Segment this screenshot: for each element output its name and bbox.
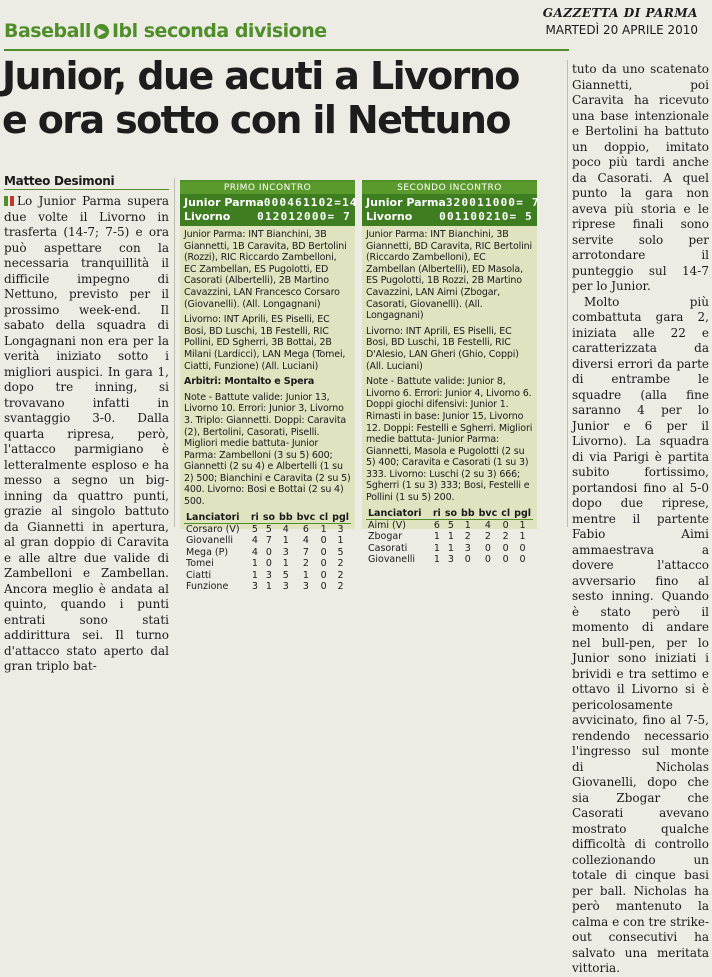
pitcher-name: Casorati: [368, 542, 408, 554]
table-cell: 3: [282, 581, 289, 593]
article-text: Lo Junior Parma supera due volte il Livorno in trasferta (14-7; 7-5) e ora può aspettare con la necessaria tranquillità il difficile impegno di Nettuno, previsto per il prossimo week-end. Il sabato della squadra di Longagnani non era per la verità iniziato sotto i migliori auspici. In gara 1, dopo tre inning, si trovavano infatti in svantaggio 3-0. Dalla quarta ripresa, però, l'attacco parmigiano è letteralmente esploso e ha messo a segno un big-inning da quattro punti, grazie al singolo battuto da Giannetti in apertura, al gran doppio di Caravita e alle altre due valide di Zambelloni e Zambellan. Ancora meglio è andata al quinto, quando i punti entrati sono stati addirittura sei. Il turno d'attacco stato aperto dal gran triplo bat-: [4, 194, 169, 673]
team-name: Junior Parma: [366, 196, 446, 209]
subsection-label: Ibl seconda divisione: [111, 20, 327, 42]
table-row: [184, 535, 351, 546]
team-name: Junior Parma: [184, 196, 264, 209]
section-label: Baseball: [4, 20, 91, 42]
table-cell: 0: [519, 542, 526, 554]
lead-marker: [10, 196, 14, 206]
scoreboard-row: [366, 196, 540, 210]
headline-line-2: e ora sotto con il Nettuno: [2, 98, 510, 142]
game2-box: [362, 180, 540, 566]
pitcher-name: Funzione: [186, 581, 229, 593]
game-notes: Note - Battute valide: Junior 13, Livorno 10. Errori: Junior 3, Livorno 3. Triplo: Giannetti. Doppi: Caravita (2), Bertolini, Casorati, Piselli. Migliori medie battuta- Junior Parma: Zambelloni (3 su 5) 600; Giannetti (2 su 4) e Albertelli (1 su 2) 500; Bianchini e Caravita (2 su 5) 400. Livorno: Bosi e Bottai (2 su 4) 500.: [184, 391, 351, 508]
game1-scoreboard: [180, 194, 358, 226]
article-column-1: [4, 194, 169, 673]
table-cell: 3: [447, 554, 454, 566]
table-cell: 1: [464, 520, 471, 532]
masthead: [543, 6, 698, 37]
table-row: [184, 581, 351, 592]
table-cell: 0: [484, 554, 491, 566]
table-cell: 1: [320, 524, 327, 536]
table-cell: 4: [484, 520, 491, 532]
table-row: [184, 570, 351, 581]
table-cell: 2: [302, 558, 309, 570]
scoreboard-row: [184, 210, 351, 224]
game1-box: [180, 180, 358, 593]
game2-pitching-table: [366, 508, 533, 566]
pitcher-name: Giovanelli: [186, 535, 234, 547]
linescore: 001100210= 5: [439, 210, 533, 223]
game2-scoreboard: [362, 194, 540, 226]
table-cell: 5: [447, 520, 454, 532]
headline-line-1: Junior, due acuti a Livorno: [2, 54, 519, 98]
game1-details: [180, 226, 355, 508]
column-header: ri: [250, 511, 259, 523]
table-cell: 3: [265, 569, 272, 581]
column-header: bb: [279, 511, 293, 523]
table-cell: 0: [320, 558, 327, 570]
table-cell: 1: [251, 569, 258, 581]
table-cell: 5: [337, 546, 344, 558]
byline-rule: [4, 189, 169, 190]
lineup-home: Junior Parma: INT Bianchini, 3B Giannetti, 1B Caravita, BD Bertolini (Rozzi), RIC Riccardo Zambelloni, EC Zambellan, ES Pugolotti, ED Casorati (Albertelli), 2B Martino Cavazzini, LAN Francesco Corsaro (Giovanelli). (All. Longagnani): [184, 229, 347, 310]
linescore: 012012000= 7: [257, 210, 351, 223]
table-cell: 0: [265, 558, 272, 570]
table-cell: 0: [502, 554, 509, 566]
team-name: Livorno: [366, 210, 413, 223]
table-cell: 1: [519, 531, 526, 543]
table-cell: 0: [265, 546, 272, 558]
table-cell: 0: [484, 542, 491, 554]
table-cell: 3: [464, 542, 471, 554]
column-header: bvc: [478, 507, 498, 519]
table-cell: 4: [282, 524, 289, 536]
column-divider: [567, 60, 568, 527]
table-cell: 5: [265, 524, 272, 536]
scoreboard-row: [366, 210, 533, 224]
table-header-row: [184, 512, 351, 524]
table-row: [366, 543, 533, 554]
column-header: pgl: [332, 511, 349, 523]
table-cell: 0: [320, 546, 327, 558]
table-cell: 6: [302, 524, 309, 536]
column-header: bb: [461, 507, 475, 519]
table-cell: 1: [433, 554, 440, 566]
newspaper-name: GAZZETTA DI PARMA: [542, 6, 698, 20]
table-cell: 5: [251, 524, 258, 536]
table-cell: 2: [484, 531, 491, 543]
table-cell: 4: [251, 546, 258, 558]
table-cell: 0: [320, 569, 327, 581]
table-row: [366, 554, 533, 565]
byline: Matteo Desimoni: [4, 174, 115, 188]
table-cell: 2: [464, 531, 471, 543]
game1-title: PRIMO INCONTRO: [180, 182, 355, 194]
table-cell: 0: [502, 520, 509, 532]
linescore: 320011000= 7: [445, 196, 540, 209]
table-cell: 0: [320, 535, 327, 547]
table-cell: 4: [251, 535, 258, 547]
table-cell: 6: [433, 520, 440, 532]
table-cell: 3: [251, 581, 258, 593]
scoreboard-row: [184, 196, 358, 210]
table-cell: 1: [433, 542, 440, 554]
column-header: Lanciatori: [186, 511, 240, 523]
pitcher-name: Tomei: [186, 558, 214, 570]
column-header: so: [444, 507, 458, 519]
umpires: Arbitri: Montalto e Spera: [184, 376, 315, 388]
column-header: Lanciatori: [368, 507, 422, 519]
pitcher-name: Zbogar: [368, 531, 403, 543]
lead-marker: [4, 196, 8, 206]
table-cell: 2: [502, 531, 509, 543]
table-cell: 5: [282, 569, 289, 581]
game2-details: [362, 226, 537, 504]
table-cell: 0: [320, 581, 327, 593]
table-cell: 7: [302, 546, 309, 558]
table-cell: 0: [502, 542, 509, 554]
table-cell: 1: [519, 520, 526, 532]
column-header: ri: [432, 507, 441, 519]
table-cell: 3: [337, 524, 344, 536]
table-cell: 2: [337, 569, 344, 581]
table-row: [184, 524, 351, 536]
table-cell: 4: [302, 535, 309, 547]
chevron-right-icon: ▶: [94, 24, 109, 39]
table-cell: 1: [282, 558, 289, 570]
game2-title: SECONDO INCONTRO: [362, 182, 537, 194]
table-cell: 2: [337, 581, 344, 593]
table-row: [366, 520, 533, 532]
table-cell: 1: [302, 569, 309, 581]
linescore: 000461102=14: [263, 196, 358, 209]
table-cell: 1: [282, 535, 289, 547]
column-header: cl: [319, 511, 329, 523]
header-rule: [4, 49, 569, 51]
article-column-4: [572, 62, 709, 975]
pitcher-name: Aimi (V): [368, 520, 406, 532]
column-header: so: [262, 511, 276, 523]
table-cell: 2: [337, 558, 344, 570]
pitcher-name: Corsaro (V): [186, 524, 240, 536]
table-cell: 7: [265, 535, 272, 547]
table-cell: 0: [519, 554, 526, 566]
column-header: pgl: [514, 507, 531, 519]
lineup-away: Livorno: INT Aprili, ES Piselli, EC Bosi, BD Luschi, 1B Festelli, RIC Pollini, ED Sgherri, 3B Bottai, 2B Milani (Lardicci), LAN Mega (Tomei, Ciatti, Funzione) (All. Luciani): [184, 314, 346, 372]
lineup-away: Livorno: INT Aprili, ES Piselli, EC Bosi, BD Luschi, 1B Festelli, RIC D'Alesio, LAN Gheri (Ghio, Coppi) (All. Luciani): [366, 325, 519, 372]
table-cell: 3: [302, 581, 309, 593]
article-text: Molto più combattuta gara 2, iniziata alle 22 e caratterizzata da diversi errori da parte di entrambe le squadre (alla fine saranno 4 per lo Junior e 6 per il Livorno). La squadra di via Parigi è partita subito fortissimo, portandosi fino al 5-0 dopo due riprese, mentre il partente Fabio Aimi ammaestrava a dovere l'attacco avversario fino al sesto inning. Quando è stato però il momento di andare nel bull-pen, per lo Junior sono iniziati i brividi e tra settimo e ottavo il Livorno si è pericolosamente avvicinato, fino al 7-5, rendendo necessario l'ingresso sul monte di Nicholas Giovanelli, dopo che sia Zbogar che Casorati avevano mostrato qualche difficoltà di controllo collezionando un totale di cinque basi per ball. Nicholas ha però mantenuto la calma e con tre strike-out consecutivi ha salvato una meritata vittoria.: [572, 294, 709, 975]
table-cell: 1: [433, 531, 440, 543]
lineup-home: Junior Parma: INT Bianchini, 3B Giannetti, BD Caravita, RIC Bertolini (Riccardo Zambelloni), EC Zambellan (Albertelli), ED Masola, ES Pugolotti, 1B Rozzi, 2B Martino Cavazzini, LAN Aimi (Zbogar, Casorati, Giovanelli). (All. Longagnani): [366, 229, 532, 322]
table-cell: 1: [337, 535, 344, 547]
section-heading: [4, 20, 327, 42]
team-name: Livorno: [184, 210, 231, 223]
table-header-row: [366, 508, 533, 520]
game1-pitching-table: [184, 512, 351, 593]
pitcher-name: Giovanelli: [368, 554, 416, 566]
table-cell: 1: [447, 542, 454, 554]
table-cell: 1: [251, 558, 258, 570]
game-notes: Note - Battute valide: Junior 8, Livorno 6. Errori: Junior 4, Livorno 6. Doppi giochi difensivi: Junior 1. Rimasti in base: Junior 15, Livorno 12. Doppi: Festelli e Sgherri. Migliori medie battuta- Junior Parma: Giannetti, Masola e Pugolotti (2 su 5) 400; Caravita e Casorati (1 su 3) 333. Livorno: Luschi (2 su 3) 666; Sgherri (1 su 3) 333; Bosi, Festelli e Pollini (1 su 5) 200.: [366, 376, 533, 504]
table-row: [184, 558, 351, 569]
table-cell: 1: [265, 581, 272, 593]
article-text: tuto da uno scatenato Giannetti, poi Caravita ha ricevuto una base intenzionale e Bertolini ha battuto un doppio, imitato poco più tardi anche da Casorati. A quel punto la gara non aveva più storia e le riprese finali sono servite solo per arrotondare il punteggio sul 14-7 per lo Junior.: [572, 62, 709, 293]
headline: [2, 54, 567, 142]
table-row: [184, 547, 351, 558]
table-row: [366, 531, 533, 542]
table-cell: 3: [282, 546, 289, 558]
pitcher-name: Mega (P): [186, 546, 229, 558]
issue-date: MARTEDÌ 20 APRILE 2010: [545, 23, 698, 37]
pitcher-name: Ciatti: [186, 569, 212, 581]
column-header: cl: [501, 507, 511, 519]
table-cell: 0: [464, 554, 471, 566]
table-cell: 1: [447, 531, 454, 543]
column-divider: [174, 178, 175, 527]
column-header: bvc: [296, 511, 316, 523]
